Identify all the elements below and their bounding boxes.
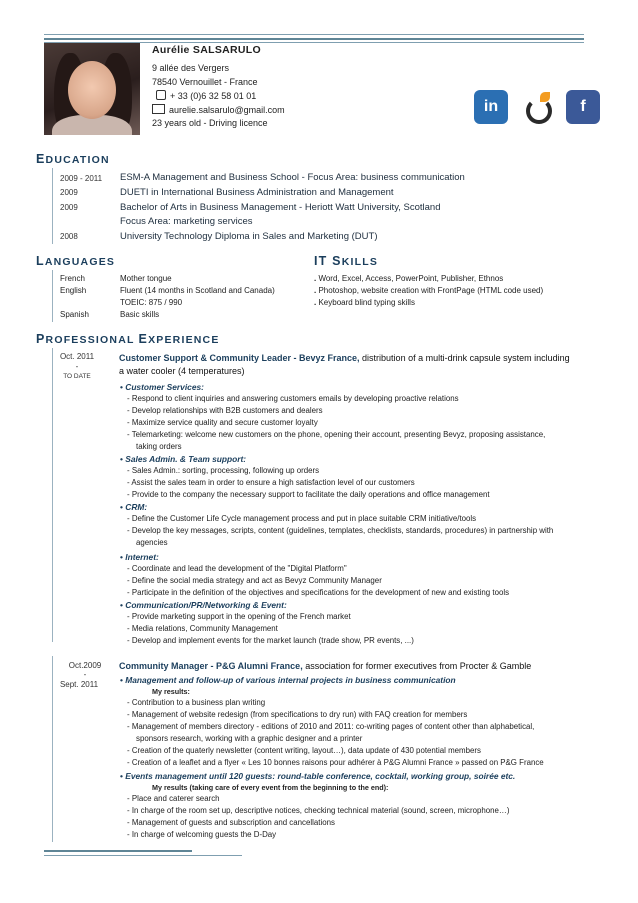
job2-g2-line2: - In charge of the room set up, descriptive notices, checking technical material (sound, screen, microphone…) bbox=[127, 806, 617, 816]
job2-g1-line5: - Creation of a leaflet and a flyer « Les 10 bonnes raisons pour adhérer à P&G Alumni France » passed on P&G France bbox=[127, 758, 617, 768]
lang-level-4: Basic skills bbox=[120, 310, 160, 319]
job2-group1-heading: • Management and follow-up of various internal projects in business communication bbox=[120, 675, 456, 685]
job1-g2-line2: - Assist the sales team in order to ensure a high satisfaction level of our customers bbox=[127, 478, 617, 488]
job1-group2-heading: • Sales Admin. & Team support: bbox=[120, 454, 246, 464]
job2-g1-line3: - Management of members directory - editions of 2010 and 2011: co-writing pages of content other than alphabetical, bbox=[127, 722, 617, 732]
job1-date-from: Oct. 2011 bbox=[59, 352, 95, 361]
lang-level-3: TOEIC: 875 / 990 bbox=[120, 298, 183, 307]
linkedin-icon[interactable]: in bbox=[474, 90, 508, 124]
job1-date-to: TO DATE bbox=[63, 373, 91, 380]
job1-g5-line3: - Develop and implement events for the market launch (trade show, PR events, ...) bbox=[127, 636, 617, 646]
edu-item-3: Bachelor of Arts in Business Management - Heriott Watt University, Scotland bbox=[120, 202, 441, 213]
job1-g5-line1: - Provide marketing support in the opening of the French market bbox=[127, 612, 617, 622]
viadeo-icon[interactable] bbox=[520, 90, 554, 124]
edu-date-3: 2009 bbox=[60, 203, 78, 212]
edu-item-4: University Technology Diploma in Sales and Marketing (DUT) bbox=[120, 231, 378, 242]
phone-number: + 33 (0)6 32 58 01 01 bbox=[170, 91, 257, 101]
education-title: EDUCATION bbox=[36, 152, 110, 166]
lang-name-1: French bbox=[60, 274, 85, 283]
job1-g4-line3: - Participate in the definition of the objectives and specifications for the development of new and existing tools bbox=[127, 588, 617, 598]
email-row[interactable] bbox=[152, 104, 285, 115]
lang-name-4: Spanish bbox=[60, 310, 89, 319]
address-line-1: 9 allée des Vergers bbox=[152, 63, 230, 73]
languages-title: LANGUAGES bbox=[36, 254, 116, 268]
education-rule bbox=[52, 168, 53, 244]
lang-level-1: Mother tongue bbox=[120, 274, 172, 283]
job2-g1-results: My results: bbox=[152, 687, 190, 696]
job1-g1-cont: taking orders bbox=[136, 442, 182, 451]
address-line-2: 78540 Vernouillet - France bbox=[152, 77, 258, 87]
job1-g3-line1: - Define the Customer Life Cycle management process and put in place suitable CRM initiative/tools bbox=[127, 514, 617, 524]
it-skill-3: . Keyboard blind typing skills bbox=[314, 298, 415, 307]
job2-date-dash: - bbox=[83, 670, 87, 679]
it-skill-2: . Photoshop, website creation with FrontPage (HTML code used) bbox=[314, 286, 544, 295]
job2-g2-line1: - Place and caterer search bbox=[127, 794, 617, 804]
job1-g3-line2: - Develop the key messages, scripts, content (guidelines, templates, checklists, standards, procedures) in partnership with bbox=[127, 526, 617, 536]
job2-g2-results: My results (taking care of every event from the beginning to the end): bbox=[152, 783, 389, 792]
job2-g1-line1: - Contribution to a business plan writing bbox=[127, 698, 617, 708]
job1-g2-line3: - Provide to the company the necessary support to facilitate the daily operations and office management bbox=[127, 490, 617, 500]
header-rule-thick bbox=[44, 38, 584, 40]
job2-group2-heading: • Events management until 120 guests: round-table conference, cocktail, working group, soirée etc. bbox=[120, 771, 515, 781]
job1-g1-line4: - Telemarketing: welcome new customers on the phone, opening their account, presenting Bevyz, proposing assistance, bbox=[127, 430, 617, 440]
profile-photo bbox=[44, 43, 140, 135]
experience-title: PROFESSIONAL EXPERIENCE bbox=[36, 332, 220, 346]
job1-group5-heading: • Communication/PR/Networking & Event: bbox=[120, 600, 287, 610]
facebook-icon[interactable]: f bbox=[566, 90, 600, 124]
phone-icon bbox=[156, 90, 166, 100]
lang-level-2: Fluent (14 months in Scotland and Canada) bbox=[120, 286, 275, 295]
job1-g1-line3: - Maximize service quality and secure customer loyalty bbox=[127, 418, 617, 428]
edu-date-4: 2008 bbox=[60, 232, 78, 241]
job2-g1-cont: sponsors research, working with a graphic designer and a printer bbox=[136, 734, 363, 743]
footer-rule-thick bbox=[44, 850, 192, 852]
footer-rule-thin bbox=[44, 855, 242, 856]
languages-rule bbox=[52, 270, 53, 322]
edu-date-1: 2009 - 2011 bbox=[60, 174, 103, 183]
job1-date-dash: - bbox=[75, 362, 79, 371]
age-licence: 23 years old - Driving licence bbox=[152, 118, 268, 128]
email-address[interactable]: aurelie.salsarulo@gmail.com bbox=[169, 105, 285, 115]
job1-group3-heading: • CRM: bbox=[120, 502, 147, 512]
phone-row bbox=[156, 90, 256, 101]
job2-g1-line4: - Creation of the quaterly newsletter (content writing, layout…), data update of 430 potential members bbox=[127, 746, 617, 756]
edu-item-2: DUETI in International Business Administration and Management bbox=[120, 187, 394, 198]
job2-title: Community Manager - P&G Alumni France, association for former executives from Procter & Gamble bbox=[119, 661, 532, 671]
edu-item-1: ESM-A Management and Business School - Focus Area: business communication bbox=[120, 172, 465, 183]
job2-g2-line3: - Management of guests and subscription and cancellations bbox=[127, 818, 617, 828]
job2-g1-line2: - Management of website redesign (from specifications to dry run) with FAQ creation for members bbox=[127, 710, 617, 720]
job1-g3-cont: agencies bbox=[136, 538, 168, 547]
candidate-name: Aurélie SALSARULO bbox=[152, 44, 261, 56]
job1-g1-line2: - Develop relationships with B2B customers and dealers bbox=[127, 406, 617, 416]
job2-date-from: Oct.2009 bbox=[68, 661, 102, 670]
job1-g5-line2: - Media relations, Community Management bbox=[127, 624, 617, 634]
job2-g2-line4: - In charge of welcoming guests the D-Day bbox=[127, 830, 617, 840]
job1-group4-heading: • Internet: bbox=[120, 552, 159, 562]
job1-group1-heading: • Customer Services: bbox=[120, 382, 204, 392]
header-rule-top bbox=[44, 34, 584, 35]
edu-item-3-detail: Focus Area: marketing services bbox=[120, 216, 253, 227]
job1-g2-line1: - Sales Admin.: sorting, processing, following up orders bbox=[127, 466, 617, 476]
it-skills-title: IT SKILLS bbox=[314, 254, 379, 268]
lang-name-2: English bbox=[60, 286, 87, 295]
job1-g4-line2: - Define the social media strategy and act as Bevyz Community Manager bbox=[127, 576, 617, 586]
job1-g4-line1: - Coordinate and lead the development of the "Digital Platform" bbox=[127, 564, 617, 574]
job1-title: Customer Support & Community Leader - Bevyz France, distribution of a multi-drink capsule system including a water cooler (4 temperatures) bbox=[119, 353, 570, 376]
email-icon bbox=[152, 104, 165, 114]
edu-date-2: 2009 bbox=[60, 188, 78, 197]
experience-rule-1 bbox=[52, 348, 53, 642]
job2-date-to: Sept. 2011 bbox=[59, 680, 99, 689]
it-skill-1: . Word, Excel, Access, PowerPoint, Publisher, Ethnos bbox=[314, 274, 504, 283]
job1-g1-line1: - Respond to client inquiries and answering customers emails by developing proactive relations bbox=[127, 394, 617, 404]
